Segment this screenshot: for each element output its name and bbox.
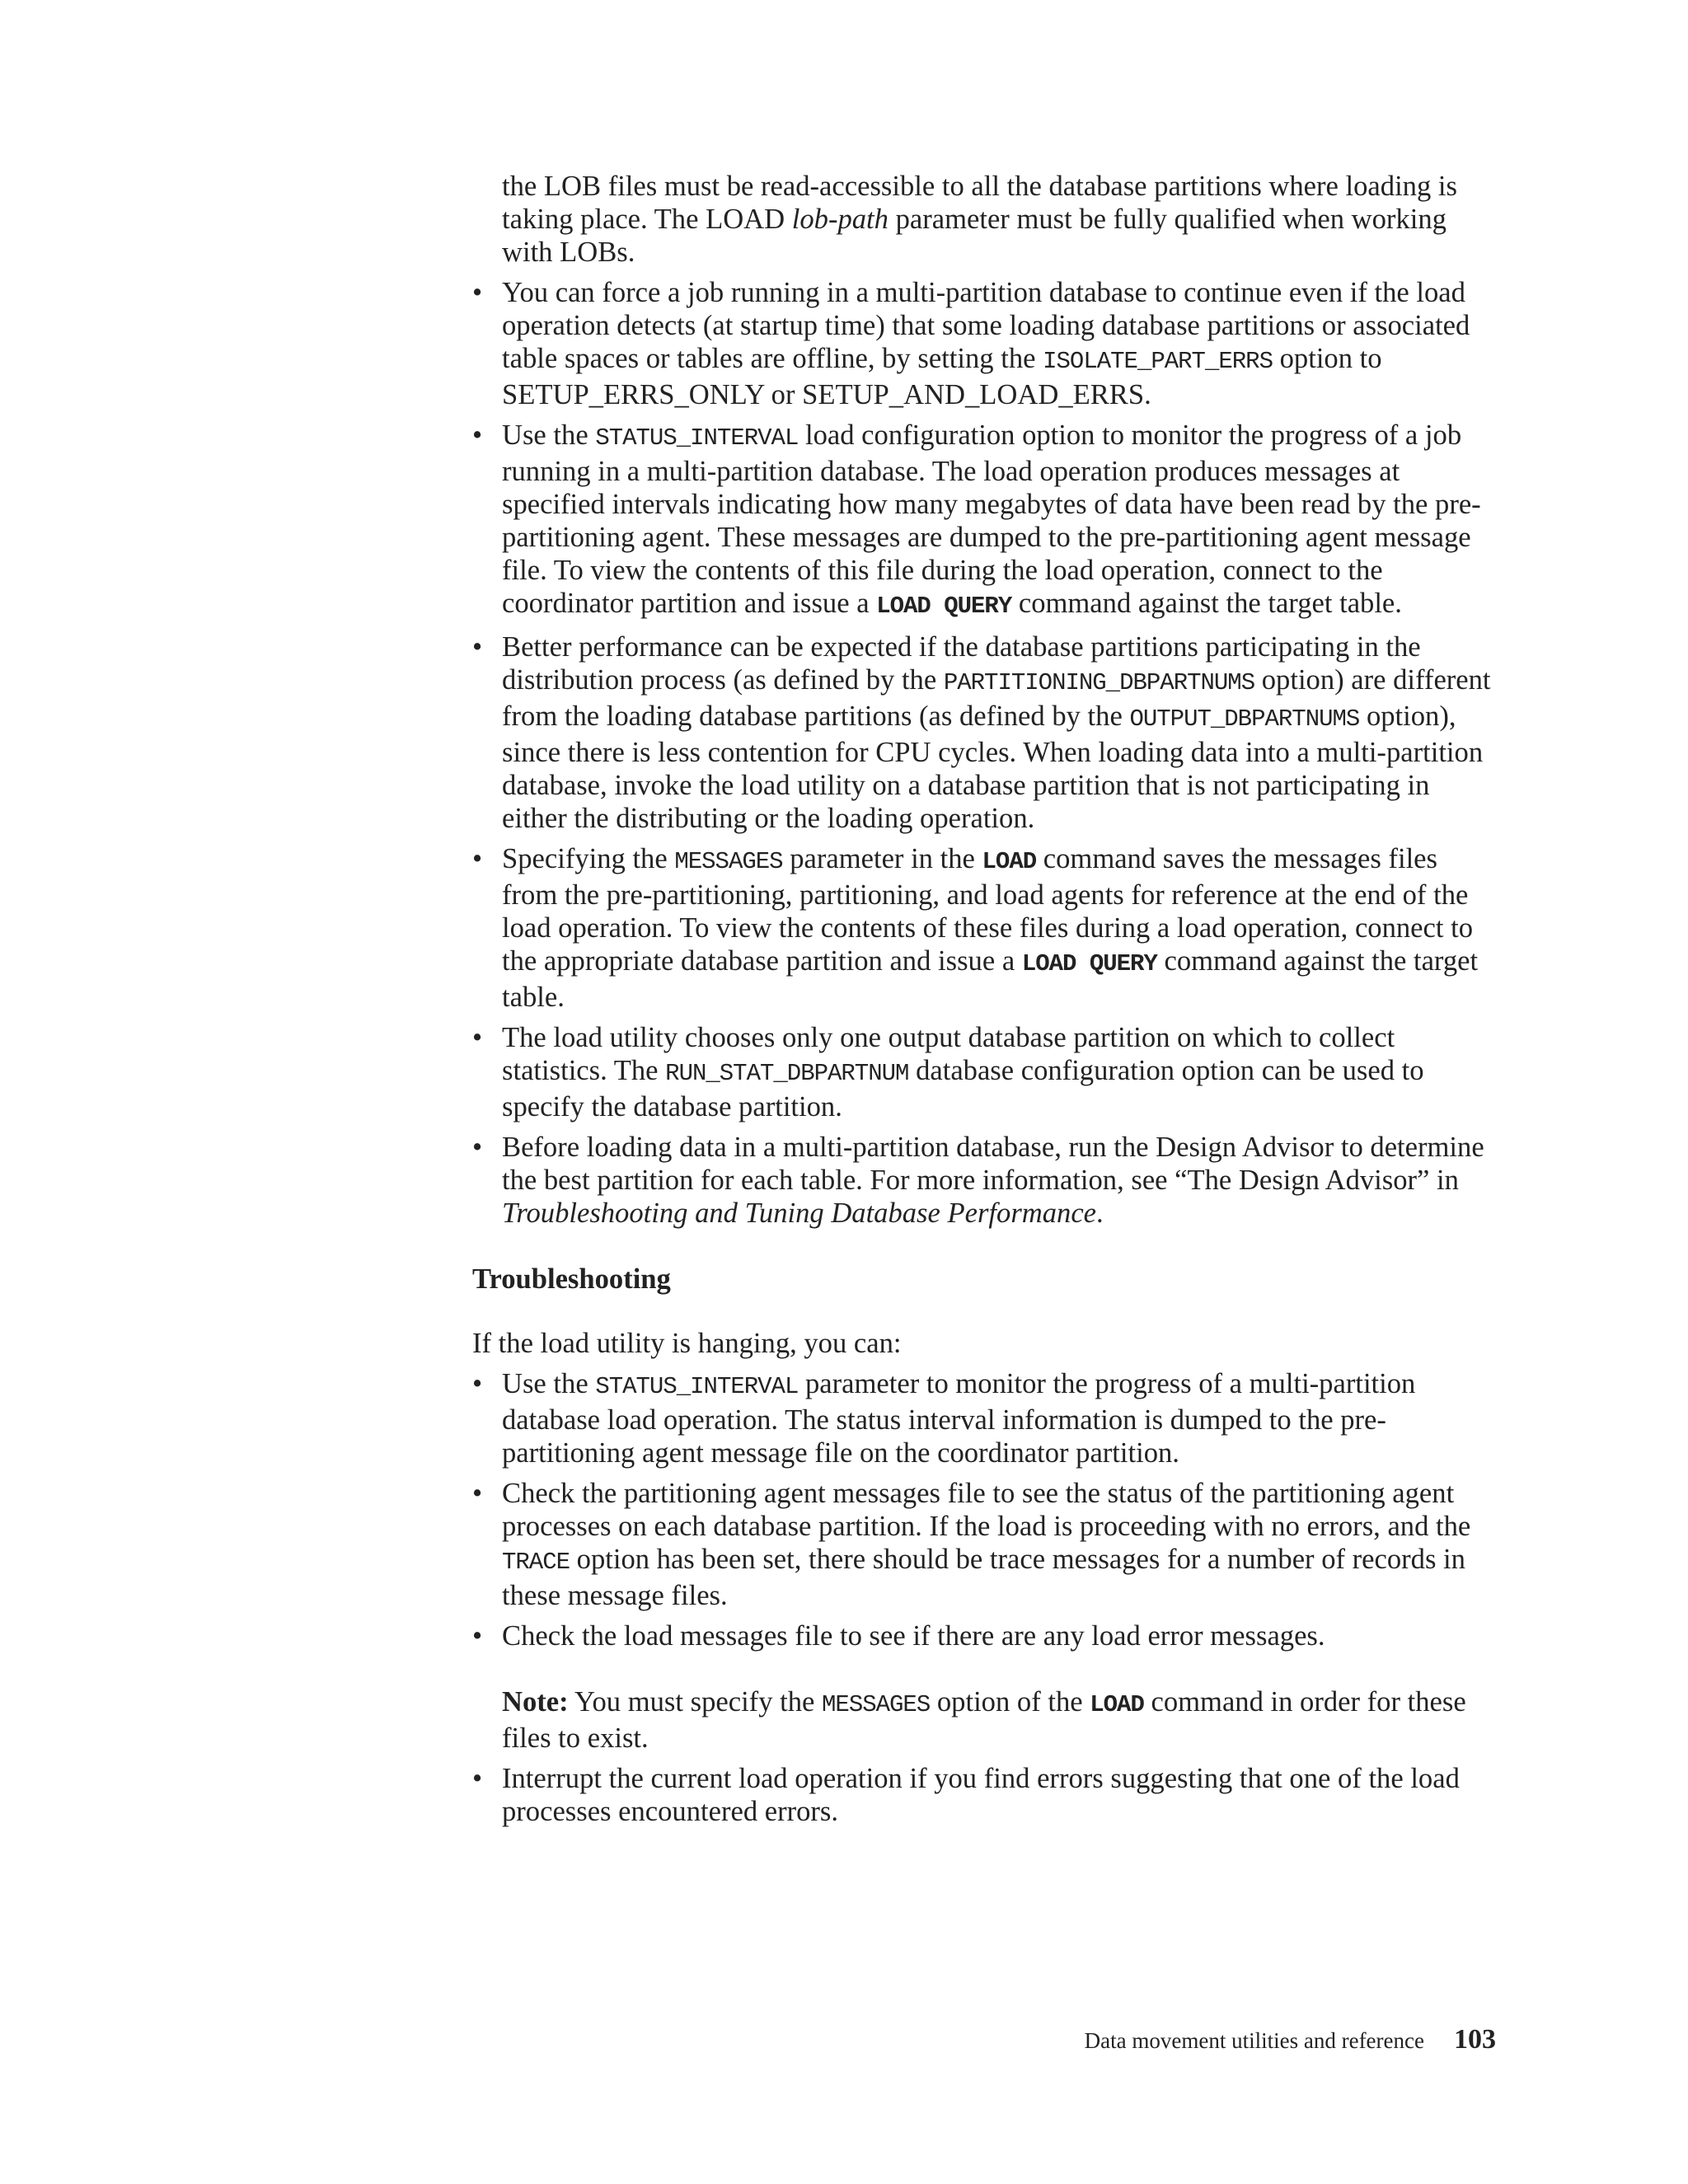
list-item: • Check the load messages file to see if there are any load error messages. Note: You must specify the MESSAGES option of the LOAD command in order for these files to exist. [472,1619,1498,1755]
command-keyword: LOAD [1090,1691,1144,1718]
note-block: Note: You must specify the MESSAGES option of the LOAD command in order for these files to exist. [502,1686,1466,1754]
troubleshooting-list [472,1367,1498,1828]
code-option: STATUS_INTERVAL [595,424,799,452]
troubleshooting-lead: If the load utility is hanging, you can: [472,1328,902,1359]
list-item: • Use the STATUS_INTERVAL load configuration option to monitor the progress of a job running in a multi-partition database. The load operation produces messages at specified intervals indicating how many megabytes of data have been read by the pre-partitioning agent. These messages are dumped to the pre-partitioning agent message file. To view the contents of this file during the load operation, connect to the coordinator partition and issue a LOAD QUERY command against the target table. [472,419,1498,623]
list-item: • Use the STATUS_INTERVAL parameter to monitor the progress of a multi-partition database load operation. The status interval information is dumped to the pre-partitioning agent message file on the coordinator partition. [472,1367,1498,1469]
section-heading-troubleshooting: Troubleshooting [472,1263,671,1295]
command-keyword: LOAD [982,848,1037,875]
partition-tips-list [472,276,1498,1230]
code-option: ISOLATE_PART_ERRS [1043,348,1273,375]
page-content [472,170,1498,1828]
code-option: PARTITIONING_DBPARTNUMS [943,669,1255,696]
intro-text-end: parameter must be fully qualified when working with LOBs. [502,204,1447,268]
code-option: STATUS_INTERVAL [595,1373,799,1400]
command-keyword: LOAD QUERY [1021,950,1157,977]
page-footer [1085,2023,1496,2057]
list-item: • The load utility chooses only one output database partition on which to collect statistics. The RUN_STAT_DBPARTNUM database configuration option can be used to specify the database partition. [472,1021,1498,1123]
book-title-reference: Troubleshooting and Tuning Database Performance [502,1197,1097,1229]
code-option: MESSAGES [674,848,783,875]
page-number: 103 [1454,2024,1496,2055]
list-item: • You can force a job running in a multi-partition database to continue even if the load operation detects (at startup time) that some loading database partitions or associated table spaces or tables are offline, by setting the ISOLATE_PART_ERRS option to SETUP_ERRS_ONLY or SETUP_AND_LOAD_ERRS. [472,276,1498,411]
command-keyword: LOAD QUERY [876,593,1012,620]
note-label: Note: [502,1686,569,1718]
intro-param-lob-path: lob-path [791,204,889,235]
list-item: • Interrupt the current load operation if you find errors suggesting that one of the load processes encountered errors. [472,1762,1498,1828]
footer-section-title: Data movement utilities and reference [1084,2028,1424,2053]
code-option: TRACE [502,1549,570,1576]
list-item: • Better performance can be expected if the database partitions participating in the distribution process (as defined by the PARTITIONING_DBPARTNUMS option) are different from the loading database partitions (as defined by the OUTPUT_DBPARTNUMS option), since there is less contention for CPU cycles. When loading data into a multi-partition database, invoke the load utility on a database partition that is not participating in either the distributing or the loading operation. [472,630,1498,835]
code-option: RUN_STAT_DBPARTNUM [665,1060,909,1087]
list-item: • Before loading data in a multi-partition database, run the Design Advisor to determine the best partition for each table. For more information, see “The Design Advisor” in Troubleshooting and Tuning Database Performance. [472,1131,1498,1230]
code-option: MESSAGES [822,1691,931,1718]
list-item: • Check the partitioning agent messages file to see the status of the partitioning agent processes on each database partition. If the load is proceeding with no errors, and the TRACE option has been set, there should be trace messages for a number of records in these message files. [472,1477,1498,1612]
intro-text: the LOB files must be read-accessible to all the database partitions where loading is taking place. The LOAD [502,171,1457,235]
intro-paragraph [472,170,1498,269]
code-option: OUTPUT_DBPARTNUMS [1129,705,1360,733]
list-item: • Specifying the MESSAGES parameter in the LOAD command saves the messages files from the pre-partitioning, partitioning, and load agents for reference at the end of the load operation. To view the contents of these files during a load operation, connect to the appropriate database partition and issue a LOAD QUERY command against the target table. [472,842,1498,1014]
